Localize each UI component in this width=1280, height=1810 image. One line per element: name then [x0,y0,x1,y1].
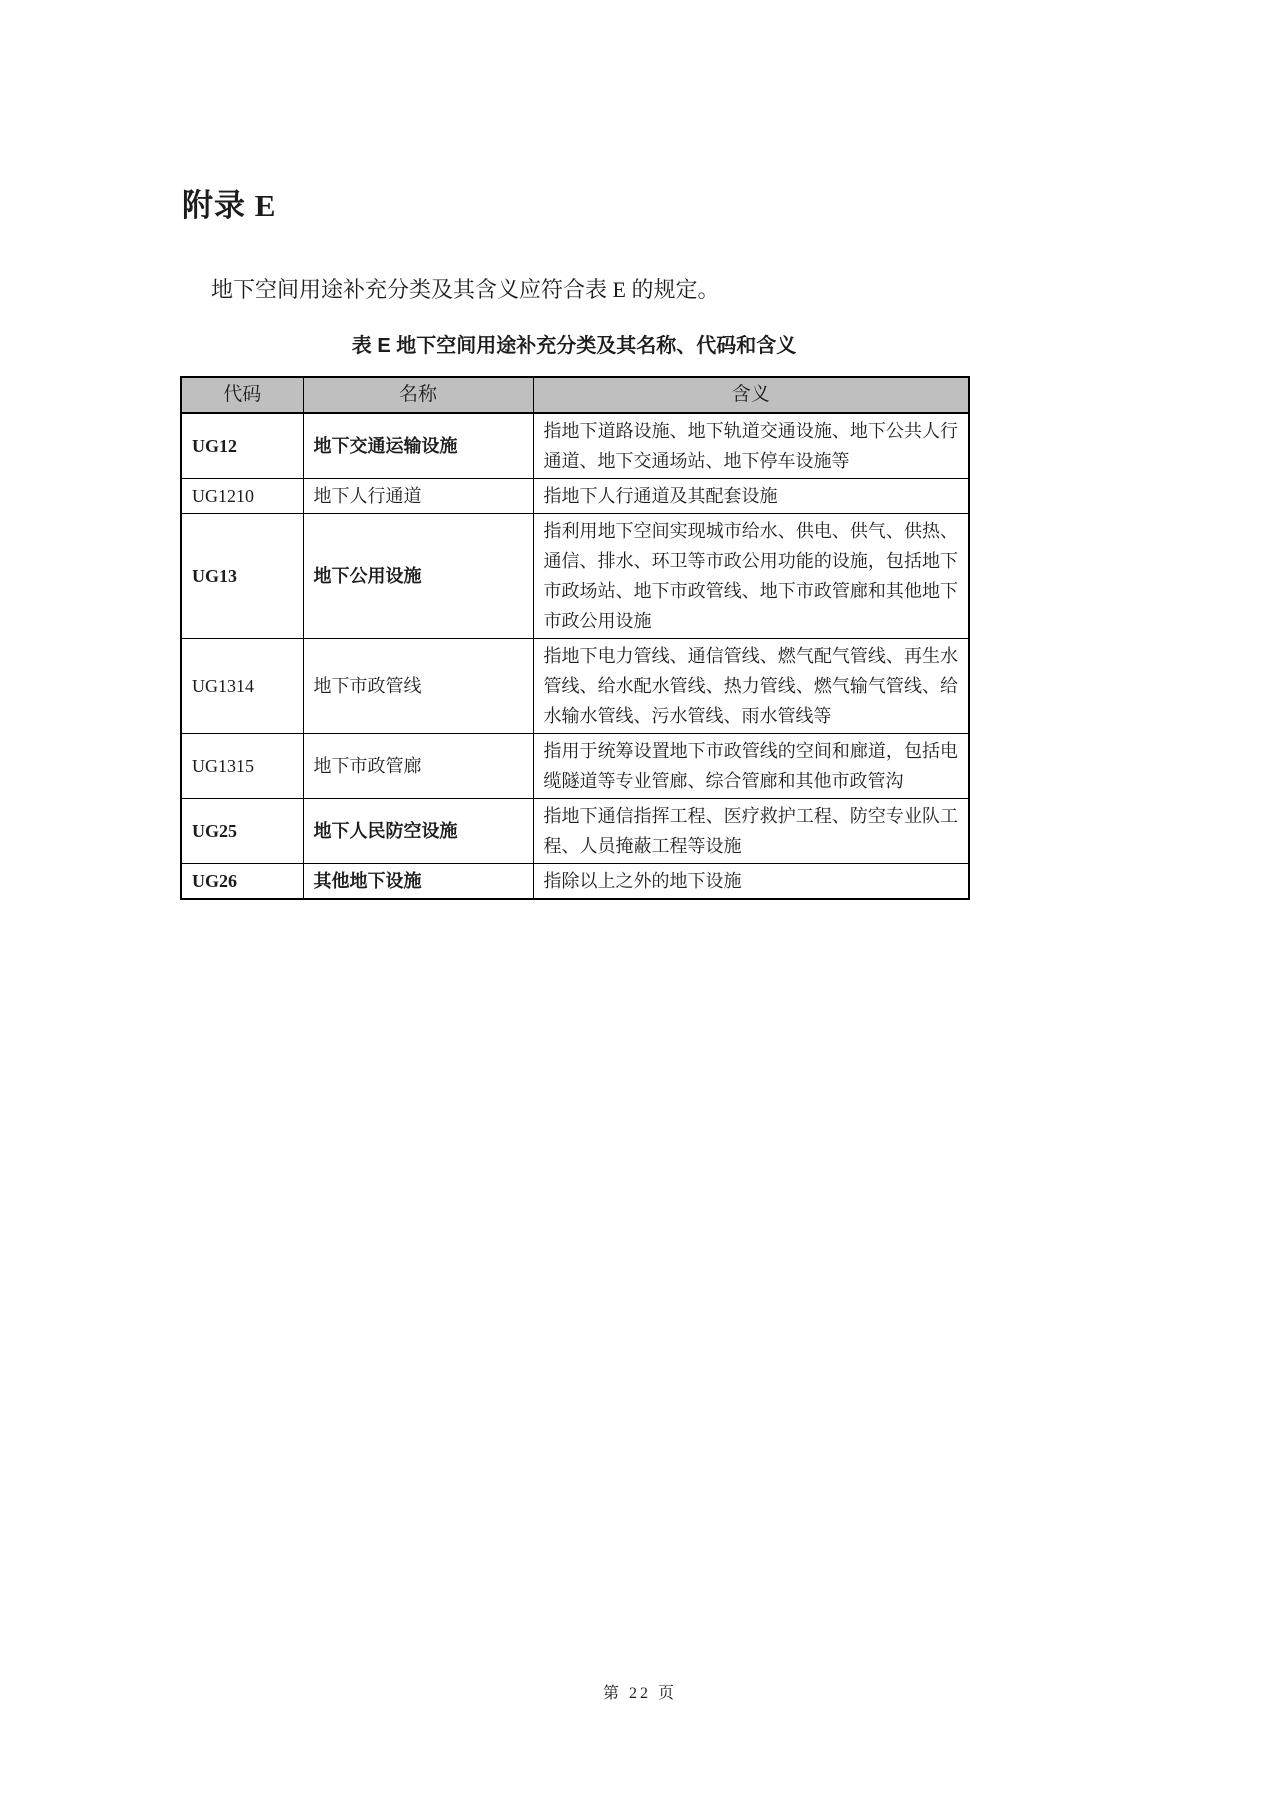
meaning-cell: 指地下通信指挥工程、医疗救护工程、防空专业队工程、人员掩蔽工程等设施 [533,799,969,864]
table-row [181,479,969,514]
page-number-footer: 第 22 页 [602,1685,677,1702]
code-cell: UG12 [181,413,303,479]
meaning-cell: 指除以上之外的地下设施 [533,864,969,900]
table-row [181,864,969,900]
name-cell: 地下交通运输设施 [303,413,533,479]
meaning-cell: 指用于统筹设置地下市政管线的空间和廊道，包括电缆隧道等专业管廊、综合管廊和其他市政管沟 [533,734,969,799]
name-cell: 地下人民防空设施 [303,799,533,864]
code-cell: UG1315 [181,734,303,799]
header-code: 代码 [181,377,303,413]
table-row [181,639,969,734]
meaning-cell: 指地下人行通道及其配套设施 [533,479,969,514]
meaning-cell: 指地下道路设施、地下轨道交通设施、地下公共人行通道、地下交通场站、地下停车设施等 [533,413,969,479]
intro-paragraph: 地下空间用途补充分类及其含义应符合表 E 的规定。 [211,277,720,302]
code-cell: UG1210 [181,479,303,514]
code-cell: UG1314 [181,639,303,734]
name-cell: 地下市政管廊 [303,734,533,799]
header-meaning: 含义 [533,377,969,413]
code-cell: UG25 [181,799,303,864]
table-row [181,514,969,639]
name-cell: 地下公用设施 [303,514,533,639]
table-row [181,734,969,799]
appendix-title: 附录 E [182,188,277,223]
meaning-cell: 指利用地下空间实现城市给水、供电、供气、供热、通信、排水、环卫等市政公用功能的设施，包括地下市政场站、地下市政管线、地下市政管廊和其他地下市政公用设施 [533,514,969,639]
meaning-cell: 指地下电力管线、通信管线、燃气配气管线、再生水管线、给水配水管线、热力管线、燃气输气管线、给水输水管线、污水管线、雨水管线等 [533,639,969,734]
name-cell: 地下市政管线 [303,639,533,734]
document-content [180,0,968,900]
header-name: 名称 [303,377,533,413]
code-cell: UG26 [181,864,303,900]
table-caption: 表 E 地下空间用途补充分类及其名称、代码和含义 [351,335,797,357]
classification-table [180,376,970,900]
table-header-row [181,377,969,413]
name-cell: 其他地下设施 [303,864,533,900]
table-row [181,799,969,864]
table-row [181,413,969,479]
name-cell: 地下人行通道 [303,479,533,514]
code-cell: UG13 [181,514,303,639]
